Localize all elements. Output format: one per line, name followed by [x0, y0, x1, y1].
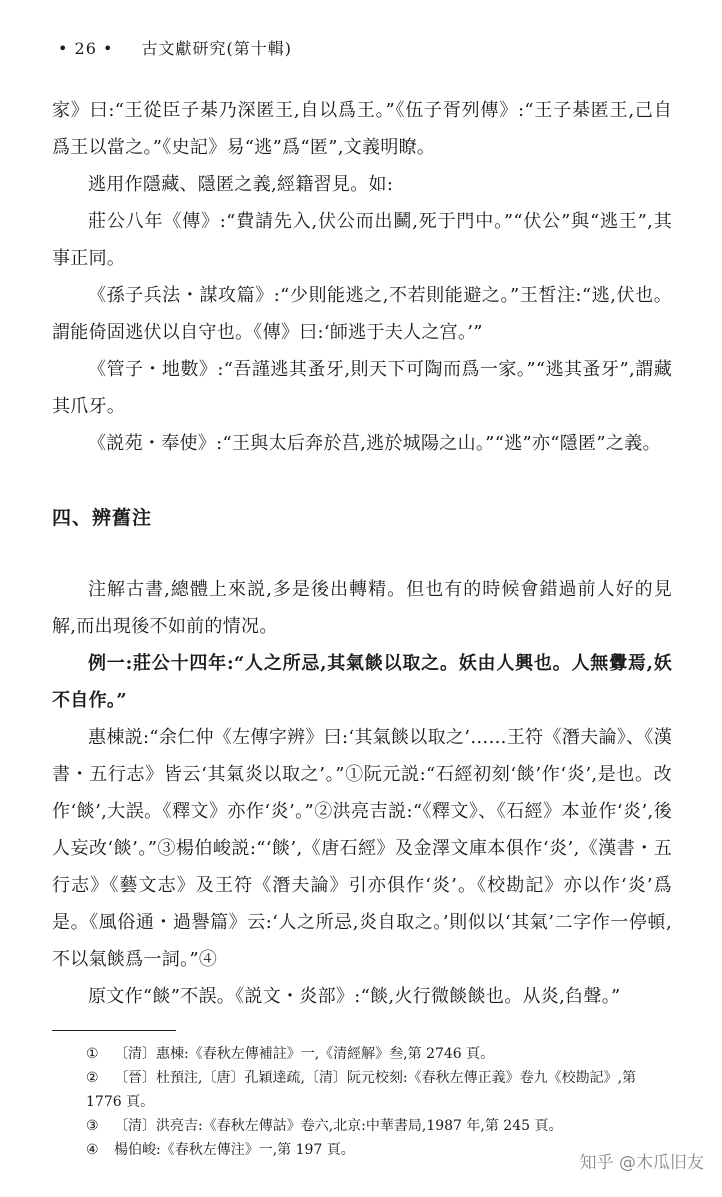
- paragraph: 《孫子兵法・謀攻篇》:“少則能逃之,不若則能避之。”王皙注:“逃,伏也。謂能倚固逃伏以自守也。《傳》曰:‘師逃于夫人之宫。’”: [52, 285, 672, 343]
- paragraph: 逃用作隱藏、隱匿之義,經籍習見。如:: [88, 174, 394, 195]
- paragraph: 《説苑・奉使》:“王與太后奔於莒,逃於城陽之山。”“逃”亦“隱匿”之義。: [88, 433, 661, 454]
- watermark: 知乎 @木瓜旧友: [579, 1153, 704, 1173]
- footnotes: [52, 1042, 674, 1162]
- footnote-text: 楊伯峻:《春秋左傳注》一,第 197 頁。: [114, 1142, 355, 1158]
- paragraph: 《管子・地數》:“吾謹逃其蚤牙,則天下可陶而爲一家。”“逃其蚤牙”,謂藏其爪牙。: [52, 359, 672, 417]
- paragraph: 莊公八年《傳》:“費請先入,伏公而出鬭,死于門中。”“伏公”與“逃王”,其事正同。: [52, 211, 672, 269]
- section-heading: 四、辨舊注: [52, 507, 153, 529]
- paragraph: 原文作“餤”不誤。《説文・炎部》:“餤,火行微餤餤也。从炎,臽聲。”: [88, 986, 621, 1007]
- paragraph: 惠棟説:“余仁仲《左傳字辨》曰:‘其氣餤以取之’……王符《潛夫論》、《漢書・五行志》皆云‘其氣炎以取之’。”①阮元説:“石經初刻‘餤’作‘炎’,是也。改作‘餤’,大誤。《釋文》亦作‘炎’。”②洪亮吉説:“《釋文》、《石經》本並作‘炎’,後人妄改‘餤’。”③楊伯峻説:“‘餤’,《唐石經》及金澤文庫本俱作‘炎’,《漢書・五行志》《藝文志》及王符《潛夫論》引亦俱作‘炎’。《校勘記》亦以作‘炎’爲是。《風俗通・過譽篇》云:‘人之所忌,炎自取之。’則似以‘其氣’二字作一停頓,不以氣餤爲一詞。”④: [52, 727, 672, 970]
- footnote-text: 〔清〕洪亮吉:《春秋左傳詁》卷六,北京:中華書局,1987 年,第 245 頁。: [114, 1118, 563, 1134]
- journal-title: 古文獻研究(第十輯): [141, 39, 292, 58]
- footnote-text: 〔清〕惠棟:《春秋左傳補註》一,《清經解》叁,第 2746 頁。: [114, 1046, 495, 1062]
- footnote: [52, 1114, 674, 1138]
- body-text: [52, 92, 672, 1015]
- footnote-marker: ②: [86, 1070, 99, 1086]
- footnote-divider: [52, 1030, 176, 1031]
- footnote-marker: ④: [86, 1142, 99, 1158]
- footnote: [52, 1066, 674, 1114]
- running-header: [58, 36, 292, 59]
- example-heading: 例一:莊公十四年:“人之所忌,其氣餤以取之。妖由人興也。人無釁焉,妖不自作。”: [52, 653, 672, 711]
- footnote-marker: ③: [86, 1118, 99, 1134]
- page-number: • 26 •: [58, 39, 114, 58]
- footnote: [52, 1042, 674, 1066]
- footnote-marker: ①: [86, 1046, 99, 1062]
- paragraph-continuation: 家》曰:“王從臣子棊乃深匿王,自以爲王。”《伍子胥列傳》:“王子棊匿王,己自爲王以當之。”《史記》易“逃”爲“匿”,文義明瞭。: [52, 100, 672, 158]
- footnote-text: 〔晉〕杜預注,〔唐〕孔穎達疏,〔清〕阮元校刻:《春秋左傳正義》卷九《校勘記》,第 1776 頁。: [86, 1070, 637, 1110]
- paragraph: 注解古書,總體上來説,多是後出轉精。但也有的時候會錯過前人好的見解,而出現後不如前的情况。: [52, 579, 672, 637]
